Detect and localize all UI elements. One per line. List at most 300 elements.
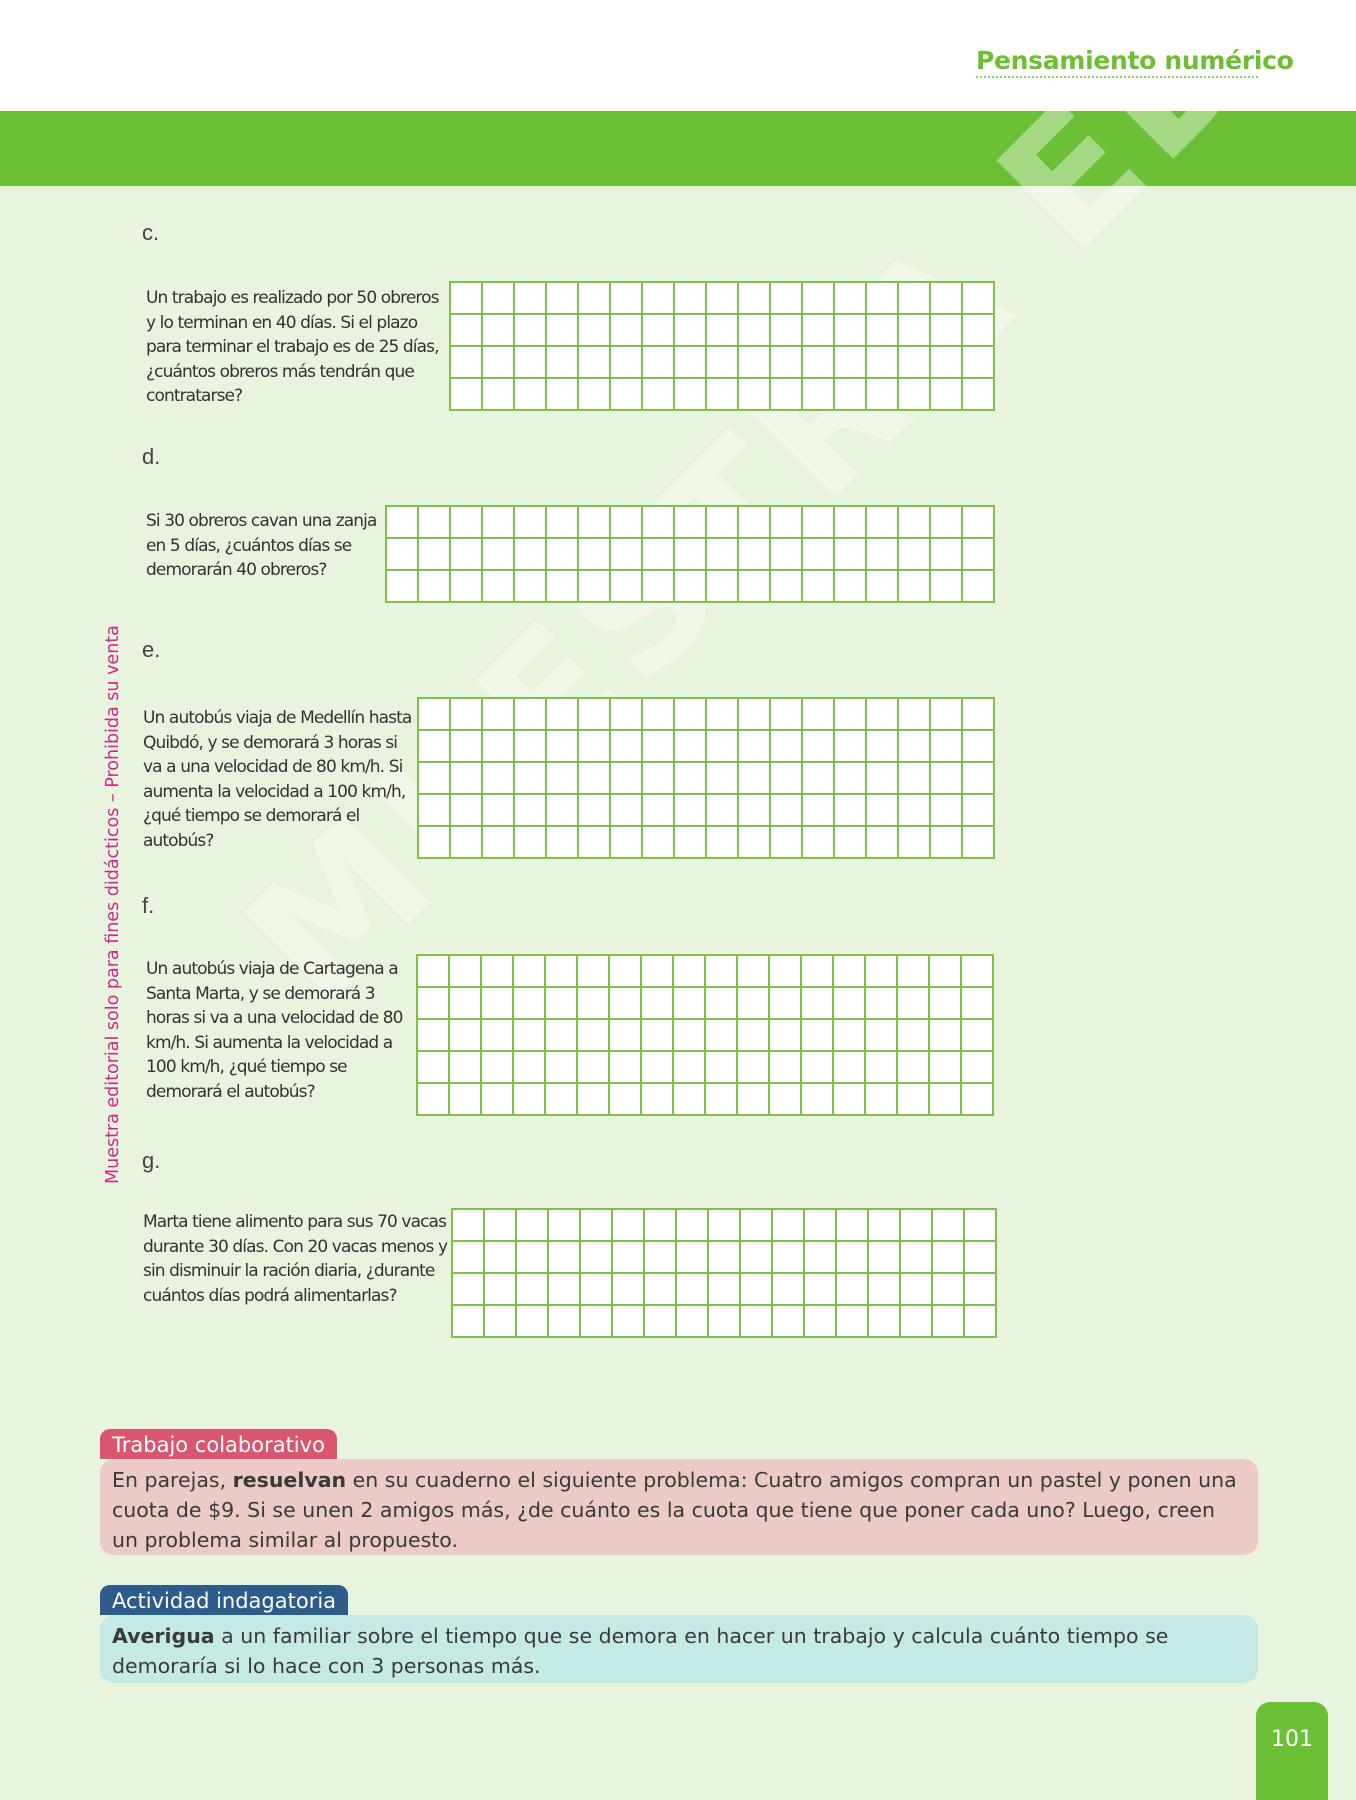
grid-cell[interactable] <box>739 795 771 827</box>
grid-cell[interactable] <box>581 1242 613 1274</box>
grid-cell[interactable] <box>835 827 867 859</box>
grid-cell[interactable] <box>835 731 867 763</box>
grid-cell[interactable] <box>643 731 675 763</box>
grid-cell[interactable] <box>515 315 547 347</box>
grid-cell[interactable] <box>931 507 963 539</box>
grid-cell[interactable] <box>773 1306 805 1338</box>
grid-cell[interactable] <box>547 763 579 795</box>
grid-cell[interactable] <box>963 763 995 795</box>
grid-cell[interactable] <box>643 795 675 827</box>
grid-cell[interactable] <box>867 795 899 827</box>
grid-cell[interactable] <box>773 1242 805 1274</box>
grid-cell[interactable] <box>835 699 867 731</box>
grid-cell[interactable] <box>419 763 451 795</box>
grid-cell[interactable] <box>963 731 995 763</box>
grid-cell[interactable] <box>931 571 963 603</box>
grid-cell[interactable] <box>547 315 579 347</box>
grid-cell[interactable] <box>803 763 835 795</box>
grid-cell[interactable] <box>613 1242 645 1274</box>
grid-cell[interactable] <box>674 1084 706 1116</box>
grid-cell[interactable] <box>453 1306 485 1338</box>
grid-cell[interactable] <box>933 1242 965 1274</box>
grid-cell[interactable] <box>835 315 867 347</box>
grid-cell[interactable] <box>867 699 899 731</box>
grid-cell[interactable] <box>419 539 451 571</box>
grid-cell[interactable] <box>899 315 931 347</box>
grid-cell[interactable] <box>547 827 579 859</box>
grid-cell[interactable] <box>869 1210 901 1242</box>
grid-cell[interactable] <box>645 1210 677 1242</box>
exercise-d-answer-grid[interactable] <box>385 505 995 603</box>
grid-cell[interactable] <box>707 763 739 795</box>
exercise-c-answer-grid[interactable] <box>449 281 995 411</box>
grid-cell[interactable] <box>675 315 707 347</box>
grid-cell[interactable] <box>677 1306 709 1338</box>
grid-cell[interactable] <box>547 795 579 827</box>
grid-cell[interactable] <box>899 827 931 859</box>
grid-cell[interactable] <box>741 1210 773 1242</box>
grid-cell[interactable] <box>514 956 546 988</box>
grid-cell[interactable] <box>451 571 483 603</box>
grid-cell[interactable] <box>963 699 995 731</box>
grid-cell[interactable] <box>771 571 803 603</box>
grid-cell[interactable] <box>674 1052 706 1084</box>
grid-cell[interactable] <box>451 379 483 411</box>
grid-cell[interactable] <box>610 956 642 988</box>
grid-cell[interactable] <box>451 795 483 827</box>
grid-cell[interactable] <box>643 763 675 795</box>
grid-cell[interactable] <box>930 988 962 1020</box>
grid-cell[interactable] <box>483 763 515 795</box>
grid-cell[interactable] <box>578 1052 610 1084</box>
grid-cell[interactable] <box>611 571 643 603</box>
grid-cell[interactable] <box>899 539 931 571</box>
grid-cell[interactable] <box>738 956 770 988</box>
grid-cell[interactable] <box>675 347 707 379</box>
grid-cell[interactable] <box>610 1084 642 1116</box>
grid-cell[interactable] <box>645 1274 677 1306</box>
grid-cell[interactable] <box>578 956 610 988</box>
grid-cell[interactable] <box>514 1084 546 1116</box>
grid-cell[interactable] <box>547 699 579 731</box>
grid-cell[interactable] <box>613 1210 645 1242</box>
grid-cell[interactable] <box>962 1020 994 1052</box>
grid-cell[interactable] <box>899 347 931 379</box>
grid-cell[interactable] <box>866 988 898 1020</box>
grid-cell[interactable] <box>771 763 803 795</box>
grid-cell[interactable] <box>963 347 995 379</box>
grid-cell[interactable] <box>706 1020 738 1052</box>
grid-cell[interactable] <box>771 507 803 539</box>
grid-cell[interactable] <box>773 1210 805 1242</box>
grid-cell[interactable] <box>451 507 483 539</box>
grid-cell[interactable] <box>418 1020 450 1052</box>
grid-cell[interactable] <box>515 795 547 827</box>
grid-cell[interactable] <box>419 699 451 731</box>
grid-cell[interactable] <box>579 283 611 315</box>
grid-cell[interactable] <box>707 283 739 315</box>
grid-cell[interactable] <box>643 379 675 411</box>
grid-cell[interactable] <box>770 988 802 1020</box>
grid-cell[interactable] <box>483 315 515 347</box>
grid-cell[interactable] <box>802 956 834 988</box>
grid-cell[interactable] <box>931 699 963 731</box>
grid-cell[interactable] <box>835 539 867 571</box>
grid-cell[interactable] <box>453 1274 485 1306</box>
grid-cell[interactable] <box>418 1084 450 1116</box>
grid-cell[interactable] <box>741 1242 773 1274</box>
grid-cell[interactable] <box>773 1274 805 1306</box>
grid-cell[interactable] <box>579 763 611 795</box>
grid-cell[interactable] <box>834 1020 866 1052</box>
grid-cell[interactable] <box>869 1242 901 1274</box>
grid-cell[interactable] <box>803 795 835 827</box>
grid-cell[interactable] <box>483 283 515 315</box>
grid-cell[interactable] <box>643 571 675 603</box>
grid-cell[interactable] <box>707 731 739 763</box>
grid-cell[interactable] <box>805 1274 837 1306</box>
grid-cell[interactable] <box>866 1020 898 1052</box>
grid-cell[interactable] <box>709 1210 741 1242</box>
grid-cell[interactable] <box>899 699 931 731</box>
grid-cell[interactable] <box>867 347 899 379</box>
grid-cell[interactable] <box>549 1306 581 1338</box>
grid-cell[interactable] <box>642 956 674 988</box>
exercise-g-answer-grid[interactable] <box>451 1208 997 1338</box>
grid-cell[interactable] <box>643 539 675 571</box>
grid-cell[interactable] <box>674 956 706 988</box>
grid-cell[interactable] <box>738 1052 770 1084</box>
grid-cell[interactable] <box>738 1020 770 1052</box>
grid-cell[interactable] <box>835 347 867 379</box>
grid-cell[interactable] <box>771 827 803 859</box>
grid-cell[interactable] <box>611 731 643 763</box>
grid-cell[interactable] <box>450 1084 482 1116</box>
grid-cell[interactable] <box>483 507 515 539</box>
grid-cell[interactable] <box>962 988 994 1020</box>
grid-cell[interactable] <box>611 795 643 827</box>
grid-cell[interactable] <box>933 1306 965 1338</box>
grid-cell[interactable] <box>867 731 899 763</box>
grid-cell[interactable] <box>642 988 674 1020</box>
grid-cell[interactable] <box>802 1052 834 1084</box>
grid-cell[interactable] <box>451 763 483 795</box>
grid-cell[interactable] <box>771 283 803 315</box>
grid-cell[interactable] <box>739 347 771 379</box>
grid-cell[interactable] <box>675 507 707 539</box>
grid-cell[interactable] <box>515 507 547 539</box>
grid-cell[interactable] <box>643 315 675 347</box>
grid-cell[interactable] <box>546 956 578 988</box>
grid-cell[interactable] <box>835 379 867 411</box>
grid-cell[interactable] <box>675 699 707 731</box>
grid-cell[interactable] <box>930 1084 962 1116</box>
grid-cell[interactable] <box>451 347 483 379</box>
grid-cell[interactable] <box>739 539 771 571</box>
grid-cell[interactable] <box>549 1210 581 1242</box>
grid-cell[interactable] <box>962 956 994 988</box>
grid-cell[interactable] <box>453 1242 485 1274</box>
grid-cell[interactable] <box>931 763 963 795</box>
grid-cell[interactable] <box>835 571 867 603</box>
grid-cell[interactable] <box>579 795 611 827</box>
grid-cell[interactable] <box>803 315 835 347</box>
grid-cell[interactable] <box>709 1274 741 1306</box>
grid-cell[interactable] <box>515 539 547 571</box>
grid-cell[interactable] <box>419 571 451 603</box>
grid-cell[interactable] <box>707 539 739 571</box>
grid-cell[interactable] <box>898 1052 930 1084</box>
grid-cell[interactable] <box>450 988 482 1020</box>
grid-cell[interactable] <box>867 379 899 411</box>
grid-cell[interactable] <box>802 1084 834 1116</box>
grid-cell[interactable] <box>739 571 771 603</box>
grid-cell[interactable] <box>579 571 611 603</box>
grid-cell[interactable] <box>739 731 771 763</box>
grid-cell[interactable] <box>707 507 739 539</box>
grid-cell[interactable] <box>579 347 611 379</box>
grid-cell[interactable] <box>707 795 739 827</box>
grid-cell[interactable] <box>515 379 547 411</box>
grid-cell[interactable] <box>611 283 643 315</box>
grid-cell[interactable] <box>771 347 803 379</box>
grid-cell[interactable] <box>643 507 675 539</box>
grid-cell[interactable] <box>866 956 898 988</box>
grid-cell[interactable] <box>739 507 771 539</box>
grid-cell[interactable] <box>771 315 803 347</box>
grid-cell[interactable] <box>739 379 771 411</box>
grid-cell[interactable] <box>485 1274 517 1306</box>
grid-cell[interactable] <box>707 315 739 347</box>
grid-cell[interactable] <box>834 988 866 1020</box>
grid-cell[interactable] <box>613 1274 645 1306</box>
grid-cell[interactable] <box>611 763 643 795</box>
grid-cell[interactable] <box>419 827 451 859</box>
grid-cell[interactable] <box>899 507 931 539</box>
grid-cell[interactable] <box>707 379 739 411</box>
grid-cell[interactable] <box>451 283 483 315</box>
grid-cell[interactable] <box>675 571 707 603</box>
grid-cell[interactable] <box>387 571 419 603</box>
grid-cell[interactable] <box>933 1274 965 1306</box>
grid-cell[interactable] <box>707 347 739 379</box>
grid-cell[interactable] <box>803 347 835 379</box>
grid-cell[interactable] <box>770 1084 802 1116</box>
grid-cell[interactable] <box>515 731 547 763</box>
grid-cell[interactable] <box>869 1306 901 1338</box>
grid-cell[interactable] <box>899 379 931 411</box>
grid-cell[interactable] <box>771 731 803 763</box>
grid-cell[interactable] <box>677 1210 709 1242</box>
grid-cell[interactable] <box>770 1020 802 1052</box>
grid-cell[interactable] <box>515 283 547 315</box>
grid-cell[interactable] <box>771 379 803 411</box>
grid-cell[interactable] <box>931 731 963 763</box>
grid-cell[interactable] <box>803 283 835 315</box>
grid-cell[interactable] <box>770 1052 802 1084</box>
grid-cell[interactable] <box>517 1306 549 1338</box>
grid-cell[interactable] <box>869 1274 901 1306</box>
grid-cell[interactable] <box>675 827 707 859</box>
grid-cell[interactable] <box>901 1274 933 1306</box>
grid-cell[interactable] <box>898 956 930 988</box>
grid-cell[interactable] <box>517 1242 549 1274</box>
grid-cell[interactable] <box>514 988 546 1020</box>
grid-cell[interactable] <box>965 1242 997 1274</box>
grid-cell[interactable] <box>867 507 899 539</box>
grid-cell[interactable] <box>482 1052 514 1084</box>
grid-cell[interactable] <box>547 347 579 379</box>
grid-cell[interactable] <box>899 731 931 763</box>
grid-cell[interactable] <box>771 795 803 827</box>
grid-cell[interactable] <box>418 956 450 988</box>
grid-cell[interactable] <box>483 347 515 379</box>
grid-cell[interactable] <box>483 699 515 731</box>
grid-cell[interactable] <box>485 1210 517 1242</box>
grid-cell[interactable] <box>581 1306 613 1338</box>
grid-cell[interactable] <box>675 379 707 411</box>
grid-cell[interactable] <box>963 539 995 571</box>
grid-cell[interactable] <box>419 507 451 539</box>
grid-cell[interactable] <box>547 507 579 539</box>
grid-cell[interactable] <box>963 571 995 603</box>
grid-cell[interactable] <box>549 1274 581 1306</box>
grid-cell[interactable] <box>867 539 899 571</box>
grid-cell[interactable] <box>514 1020 546 1052</box>
grid-cell[interactable] <box>546 1084 578 1116</box>
grid-cell[interactable] <box>579 699 611 731</box>
grid-cell[interactable] <box>610 988 642 1020</box>
grid-cell[interactable] <box>547 379 579 411</box>
grid-cell[interactable] <box>709 1306 741 1338</box>
grid-cell[interactable] <box>867 827 899 859</box>
grid-cell[interactable] <box>931 283 963 315</box>
grid-cell[interactable] <box>419 795 451 827</box>
grid-cell[interactable] <box>515 571 547 603</box>
grid-cell[interactable] <box>931 315 963 347</box>
grid-cell[interactable] <box>963 795 995 827</box>
grid-cell[interactable] <box>578 988 610 1020</box>
grid-cell[interactable] <box>642 1052 674 1084</box>
grid-cell[interactable] <box>931 827 963 859</box>
grid-cell[interactable] <box>451 731 483 763</box>
grid-cell[interactable] <box>675 539 707 571</box>
grid-cell[interactable] <box>674 1020 706 1052</box>
grid-cell[interactable] <box>677 1274 709 1306</box>
grid-cell[interactable] <box>581 1210 613 1242</box>
grid-cell[interactable] <box>451 827 483 859</box>
grid-cell[interactable] <box>451 315 483 347</box>
grid-cell[interactable] <box>901 1210 933 1242</box>
grid-cell[interactable] <box>610 1052 642 1084</box>
grid-cell[interactable] <box>515 347 547 379</box>
grid-cell[interactable] <box>803 379 835 411</box>
grid-cell[interactable] <box>835 507 867 539</box>
grid-cell[interactable] <box>867 571 899 603</box>
grid-cell[interactable] <box>835 795 867 827</box>
grid-cell[interactable] <box>450 1052 482 1084</box>
grid-cell[interactable] <box>515 827 547 859</box>
grid-cell[interactable] <box>482 956 514 988</box>
grid-cell[interactable] <box>738 1084 770 1116</box>
grid-cell[interactable] <box>709 1242 741 1274</box>
grid-cell[interactable] <box>837 1306 869 1338</box>
grid-cell[interactable] <box>803 827 835 859</box>
grid-cell[interactable] <box>613 1306 645 1338</box>
grid-cell[interactable] <box>739 315 771 347</box>
grid-cell[interactable] <box>675 283 707 315</box>
grid-cell[interactable] <box>677 1242 709 1274</box>
grid-cell[interactable] <box>933 1210 965 1242</box>
grid-cell[interactable] <box>739 827 771 859</box>
grid-cell[interactable] <box>642 1084 674 1116</box>
grid-cell[interactable] <box>962 1084 994 1116</box>
grid-cell[interactable] <box>485 1242 517 1274</box>
grid-cell[interactable] <box>611 507 643 539</box>
grid-cell[interactable] <box>546 1052 578 1084</box>
grid-cell[interactable] <box>899 571 931 603</box>
grid-cell[interactable] <box>805 1242 837 1274</box>
grid-cell[interactable] <box>611 699 643 731</box>
grid-cell[interactable] <box>482 1020 514 1052</box>
grid-cell[interactable] <box>578 1020 610 1052</box>
grid-cell[interactable] <box>517 1210 549 1242</box>
grid-cell[interactable] <box>866 1084 898 1116</box>
grid-cell[interactable] <box>738 988 770 1020</box>
grid-cell[interactable] <box>707 699 739 731</box>
grid-cell[interactable] <box>482 1084 514 1116</box>
grid-cell[interactable] <box>645 1306 677 1338</box>
grid-cell[interactable] <box>675 795 707 827</box>
grid-cell[interactable] <box>965 1210 997 1242</box>
grid-cell[interactable] <box>419 731 451 763</box>
grid-cell[interactable] <box>483 571 515 603</box>
grid-cell[interactable] <box>579 731 611 763</box>
grid-cell[interactable] <box>643 699 675 731</box>
grid-cell[interactable] <box>802 988 834 1020</box>
grid-cell[interactable] <box>739 763 771 795</box>
grid-cell[interactable] <box>547 571 579 603</box>
grid-cell[interactable] <box>741 1306 773 1338</box>
grid-cell[interactable] <box>930 1052 962 1084</box>
grid-cell[interactable] <box>965 1306 997 1338</box>
grid-cell[interactable] <box>803 699 835 731</box>
grid-cell[interactable] <box>675 763 707 795</box>
grid-cell[interactable] <box>834 1052 866 1084</box>
grid-cell[interactable] <box>771 699 803 731</box>
grid-cell[interactable] <box>387 507 419 539</box>
grid-cell[interactable] <box>867 283 899 315</box>
grid-cell[interactable] <box>898 1020 930 1052</box>
grid-cell[interactable] <box>610 1020 642 1052</box>
grid-cell[interactable] <box>579 379 611 411</box>
exercise-f-answer-grid[interactable] <box>416 954 994 1116</box>
grid-cell[interactable] <box>451 539 483 571</box>
grid-cell[interactable] <box>965 1274 997 1306</box>
grid-cell[interactable] <box>611 379 643 411</box>
grid-cell[interactable] <box>963 283 995 315</box>
grid-cell[interactable] <box>483 731 515 763</box>
grid-cell[interactable] <box>451 699 483 731</box>
grid-cell[interactable] <box>931 539 963 571</box>
grid-cell[interactable] <box>962 1052 994 1084</box>
grid-cell[interactable] <box>645 1242 677 1274</box>
grid-cell[interactable] <box>642 1020 674 1052</box>
grid-cell[interactable] <box>418 988 450 1020</box>
grid-cell[interactable] <box>581 1274 613 1306</box>
exercise-e-answer-grid[interactable] <box>417 697 995 859</box>
grid-cell[interactable] <box>485 1306 517 1338</box>
